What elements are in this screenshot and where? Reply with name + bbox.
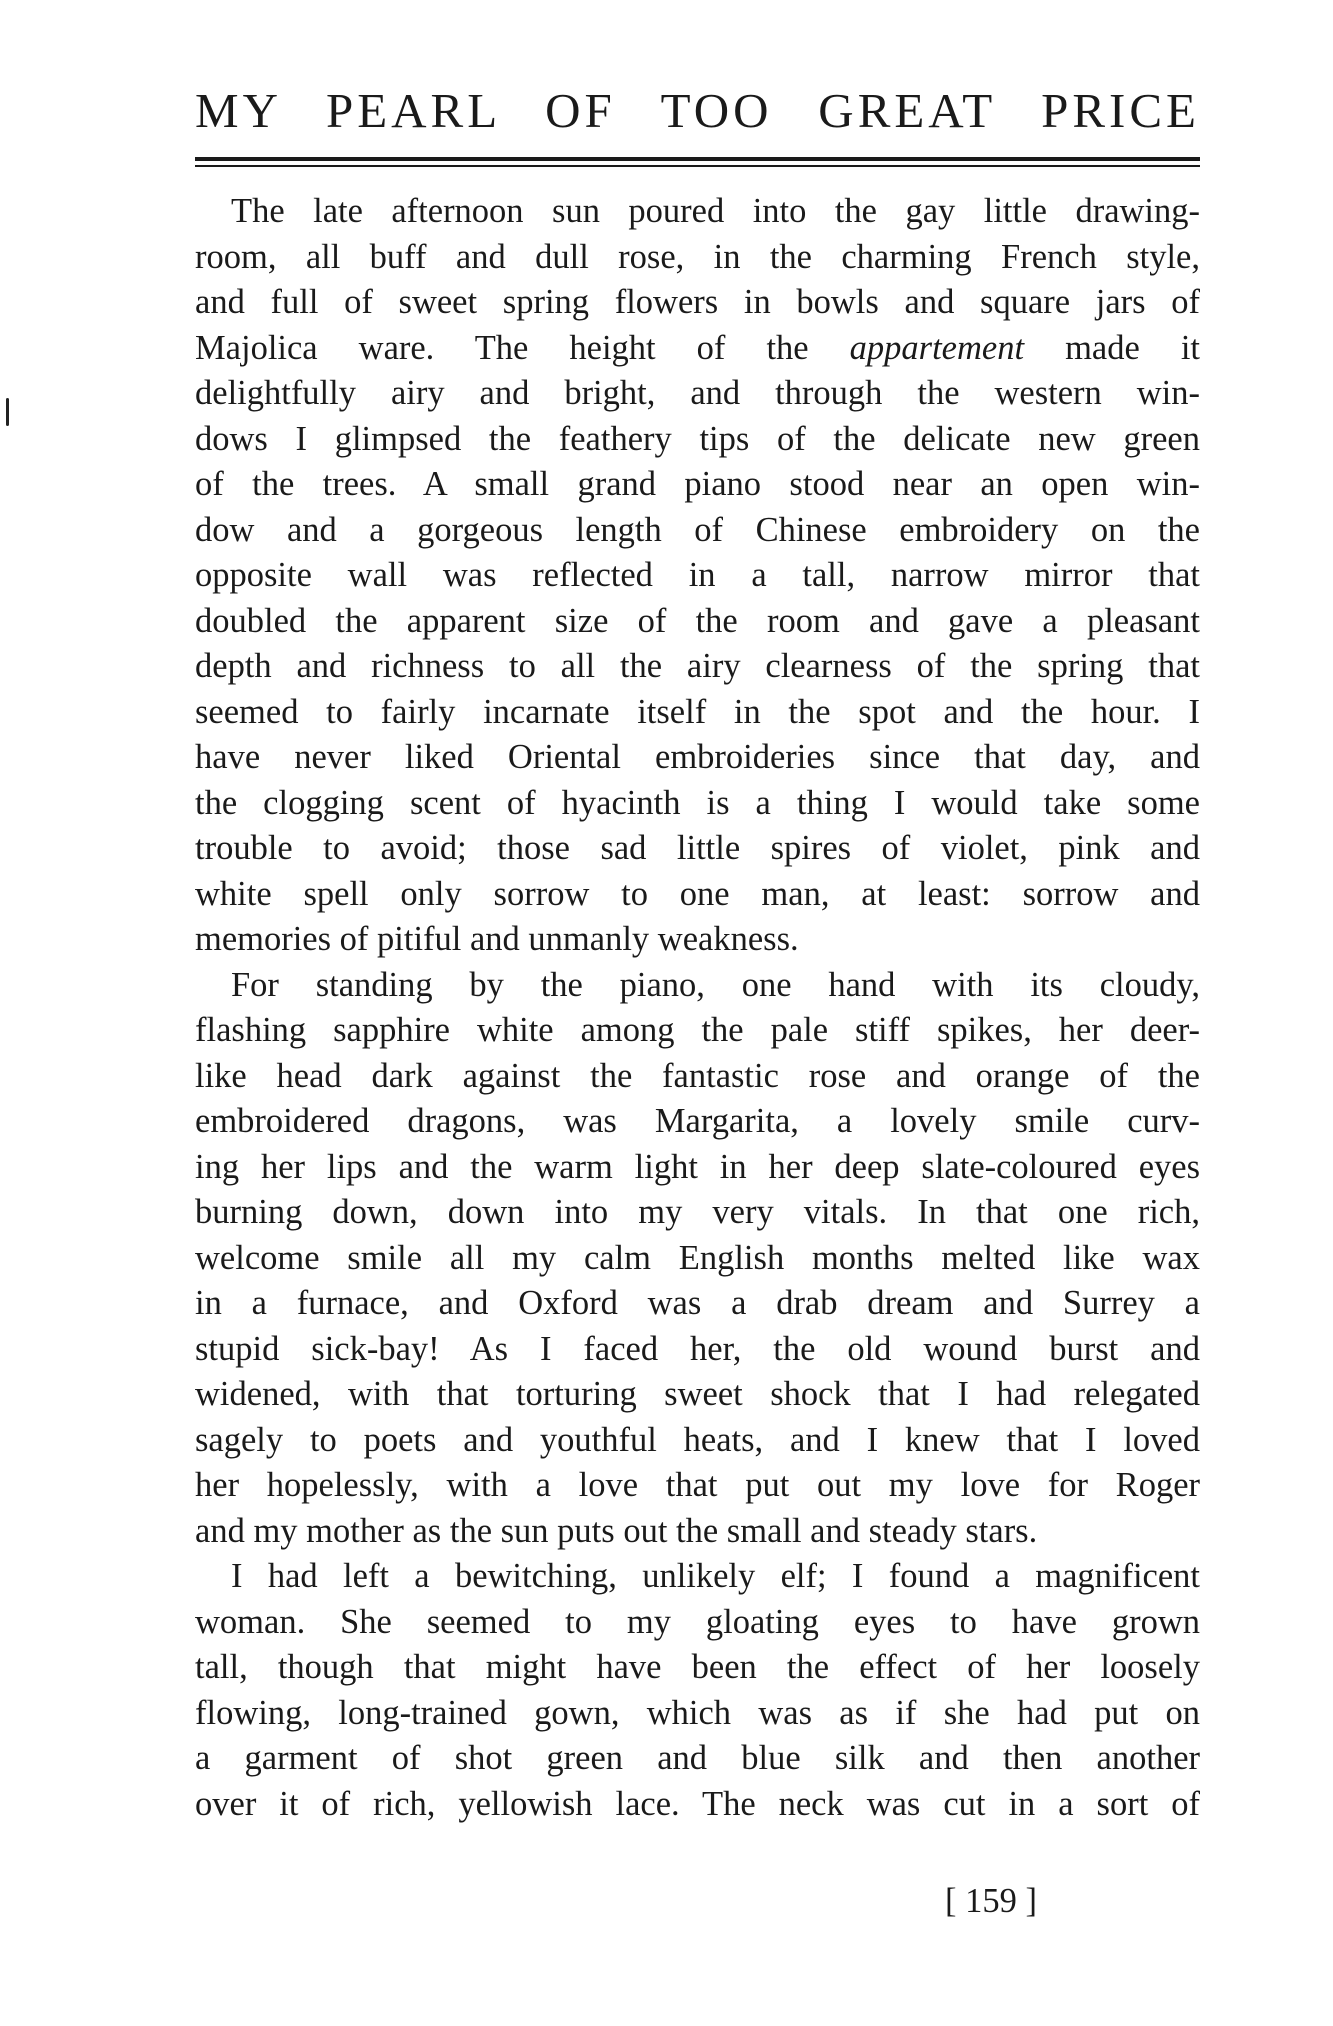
text-line: of the trees. A small grand piano stood near an open win- — [195, 465, 1200, 503]
text-line: flashing sapphire white among the pale stiff spikes, her deer- — [195, 1011, 1200, 1049]
text-line: I had left a bewitching, unlikely elf; I found a magnificent — [231, 1557, 1200, 1595]
text-line: memories of pitiful and unmanly weakness. — [195, 920, 799, 958]
body-text — [195, 189, 1200, 1827]
text-line: doubled the apparent size of the room and gave a pleasant — [195, 601, 1200, 640]
text-line: delightfully airy and bright, and through the western win- — [195, 374, 1200, 412]
text-line: seemed to fairly incarnate itself in the spot and the hour. I — [195, 692, 1200, 731]
text-line: dows I glimpsed the feathery tips of the delicate new green — [195, 419, 1200, 458]
text-line: For standing by the piano, one hand with its cloudy, — [231, 965, 1200, 1004]
text-line: widened, with that torturing sweet shock that I had relegated — [195, 1375, 1200, 1413]
text-line: stupid sick-bay! As I faced her, the old wound burst and — [195, 1329, 1200, 1368]
text-line: have never liked Oriental embroideries since that day, and — [195, 738, 1200, 776]
italic-word: appartement — [849, 328, 1025, 367]
text-line: depth and richness to all the airy clearness of the spring that — [195, 647, 1200, 685]
running-head: MY PEARL OF TOO GREAT PRICE — [195, 83, 1200, 138]
text-line: ing her lips and the warm light in her deep slate-coloured eyes — [195, 1147, 1200, 1186]
text-line: the clogging scent of hyacinth is a thing I would take some — [195, 783, 1200, 822]
text-line: embroidered dragons, was Margarita, a lovely smile curv- — [195, 1102, 1200, 1140]
header-rule-thick — [195, 157, 1200, 161]
text-line: her hopelessly, with a love that put out my love for Roger — [195, 1466, 1200, 1504]
text-line: woman. She seemed to my gloating eyes to have grown — [195, 1602, 1200, 1641]
text-line: white spell only sorrow to one man, at least: sorrow and — [195, 874, 1200, 913]
text-line: dow and a gorgeous length of Chinese embroidery on the — [195, 510, 1200, 549]
paragraph — [195, 963, 1200, 1555]
text-line: and full of sweet spring flowers in bowls and square jars of — [195, 283, 1200, 321]
text-line: Majolica ware. The height of the appartement made it — [195, 328, 1200, 367]
text-line: in a furnace, and Oxford was a drab dream and Surrey a — [195, 1284, 1200, 1322]
text-line: room, all buff and dull rose, in the charming French style, — [195, 237, 1200, 276]
text-line: burning down, down into my very vitals. In that one rich, — [195, 1193, 1200, 1231]
header-rule-thin — [195, 165, 1200, 167]
header-rule — [195, 157, 1200, 167]
text-line: and my mother as the sun puts out the small and steady stars. — [195, 1511, 1038, 1550]
text-line: trouble to avoid; those sad little spires of violet, pink and — [195, 829, 1200, 867]
margin-mark — [6, 398, 9, 426]
text-line: welcome smile all my calm English months melted like wax — [195, 1238, 1200, 1277]
page-number: [ 159 ] — [945, 1882, 1037, 1920]
text-line: flowing, long-trained gown, which was as if she had put on — [195, 1693, 1200, 1732]
book-page — [195, 70, 1200, 1827]
text-line: over it of rich, yellowish lace. The neck was cut in a sort of — [195, 1784, 1200, 1823]
text-line: tall, though that might have been the effect of her loosely — [195, 1648, 1200, 1686]
text-line: opposite wall was reflected in a tall, narrow mirror that — [195, 556, 1200, 594]
text-line: like head dark against the fantastic rose and orange of the — [195, 1056, 1200, 1095]
paragraph — [195, 189, 1200, 963]
text-line: The late afternoon sun poured into the gay little drawing- — [231, 192, 1200, 230]
text-line: sagely to poets and youthful heats, and I knew that I loved — [195, 1420, 1200, 1459]
paragraph — [195, 1554, 1200, 1827]
text-line: a garment of shot green and blue silk and then another — [195, 1739, 1200, 1777]
